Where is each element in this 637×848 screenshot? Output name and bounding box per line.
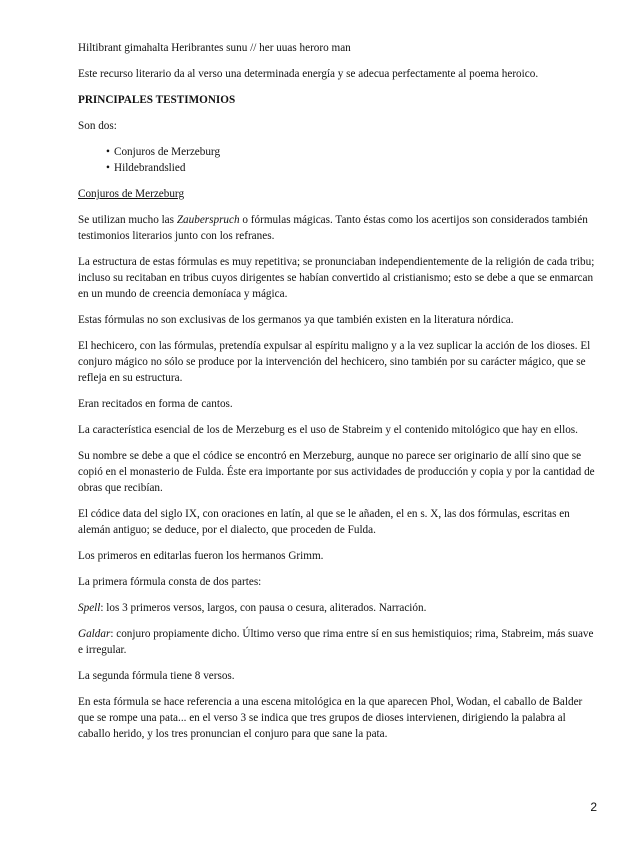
paragraph-caracteristica: La característica esencial de los de Merzeburg es el uso de Stabreim y el contenido mitológico que hay en ellos. — [78, 424, 578, 436]
subheading-conjuros: Conjuros de Merzeburg — [78, 188, 185, 200]
paragraph-spell: Spell: los 3 primeros versos, largos, con pausa o cesura, aliterados. Narración. — [78, 602, 427, 614]
page-number: 2 — [590, 800, 597, 814]
paragraph-utilizan: Se utilizan mucho las Zauberspruch o fórmulas mágicas. Tanto éstas como los acertijos son considerados también testimonios literarios junto con los refranes. — [78, 214, 588, 242]
paragraph-hechicero: El hechicero, con las fórmulas, pretendía expulsar al espíritu maligno y a la vez suplicar la acción de los dioses. El conjuro mágico no sólo se produce por la intervención del hechicero, sino también por su carácter mágico, que se refleja en su estructura. — [78, 340, 591, 384]
paragraph-son-dos: Son dos: — [78, 120, 117, 132]
document-page — [78, 40, 598, 752]
bullet-icon: • — [106, 146, 110, 158]
paragraph-primera-formula: La primera fórmula consta de dos partes: — [78, 576, 262, 588]
paragraph-primeros: Los primeros en editarlas fueron los hermanos Grimm. — [78, 550, 324, 562]
paragraph-recitados: Eran recitados en forma de cantos. — [78, 398, 233, 410]
paragraph-segunda-formula: La segunda fórmula tiene 8 versos. — [78, 670, 235, 682]
testimonios-list — [78, 144, 598, 176]
list-item: • Conjuros de Merzeburg — [106, 146, 221, 158]
paragraph-galdar: Galdar: conjuro propiamente dicho. Último verso que rima entre sí en sus hemistiquios; rima, Stabreim, más suave e irregular. — [78, 628, 594, 656]
paragraph-estructura: La estructura de estas fórmulas es muy repetitiva; se pronunciaban independientemente de la religión de cada tribu; incluso su recitaban en tribus cuyos dirigentes se habían convertido al cristianismo; esto se debe a que se enmarcan en un mundo de creencia demoníaca y mágica. — [78, 256, 595, 300]
paragraph-nombre: Su nombre se debe a que el códice se encontró en Merzeburg, aunque no parece ser originario de allí sino que se copió en el monasterio de Fulda. Éste era importante por sus actividades de producción y copia y por la cantidad de obras que recibían. — [78, 450, 595, 494]
paragraph-recurso: Este recurso literario da al verso una determinada energía y se adecua perfectamente al poema heroico. — [78, 68, 539, 80]
list-item: • Hildebrandslied — [106, 162, 186, 174]
paragraph-exclusivas: Estas fórmulas no son exclusivas de los germanos ya que también existen en la literatura nórdica. — [78, 314, 514, 326]
verse-line: Hiltibrant gimahalta Heribrantes sunu // her uuas heroro man — [78, 42, 351, 54]
paragraph-escena: En esta fórmula se hace referencia a una escena mitológica en la que aparecen Phol, Wodan, el caballo de Balder que se rompe una pata... en el verso 3 se indica que tres grupos de dioses intervienen, dirigiendo la palabra al caballo herido, y los tres pronuncian el conjuro para que sane la pata. — [78, 696, 583, 740]
bullet-icon: • — [106, 162, 110, 174]
section-heading: PRINCIPALES TESTIMONIOS — [78, 94, 236, 106]
paragraph-codice: El códice data del siglo IX, con oraciones en latín, al que se le añaden, el en s. X, las dos fórmulas, escritas en alemán antiguo; se deduce, por el dialecto, que proceden de Fulda. — [78, 508, 570, 536]
